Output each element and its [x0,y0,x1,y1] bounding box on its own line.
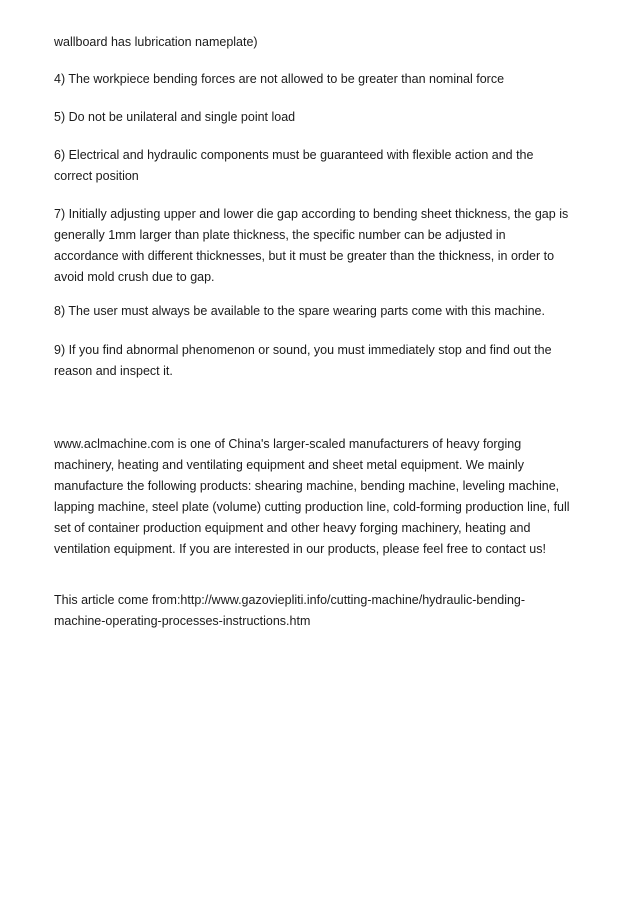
text-line: machine-operating-processes-instructions.htm [54,614,311,628]
text-line: avoid mold crush due to gap. [54,270,215,284]
text-line: ventilation equipment. If you are interested in our products, please feel free to contact us! [54,542,546,556]
text-line: This article come from:http://www.gazoviepliti.info/cutting-machine/hydraulic-bending- [54,593,526,607]
paragraph-item-6 [54,145,596,187]
text-line: manufacture the following products: shearing machine, bending machine, leveling machine, [54,479,560,493]
paragraph-item-4 [54,69,596,90]
text-line: www.aclmachine.com is one of China's larger-scaled manufacturers of heavy forging [54,437,522,451]
text-line: 6) Electrical and hydraulic components must be guaranteed with flexible action and the [54,148,534,162]
text-line: reason and inspect it. [54,364,173,378]
text-line: accordance with different thicknesses, but it must be greater than the thickness, in order to [54,249,555,263]
text-line: 5) Do not be unilateral and single point load [54,110,296,124]
text-line: generally 1mm larger than plate thickness, the specific number can be adjusted in [54,228,506,242]
paragraph-company-info [54,434,596,560]
paragraph-lubrication-note [54,32,596,53]
text-line: 9) If you find abnormal phenomenon or sound, you must immediately stop and find out the [54,343,552,357]
text-line: set of container production equipment and other heavy forging machinery, heating and [54,521,531,535]
paragraph-item-8 [54,301,596,322]
text-line: 8) The user must always be available to the spare wearing parts come with this machine. [54,304,545,318]
paragraph-item-5 [54,107,596,128]
text-line: machinery, heating and ventilating equipment and sheet metal equipment. We mainly [54,458,524,472]
paragraph-item-9 [54,340,596,382]
text-line: 4) The workpiece bending forces are not allowed to be greater than nominal force [54,72,505,86]
paragraph-item-7 [54,204,596,288]
text-line: correct position [54,169,139,183]
paragraph-source-note [54,590,596,632]
text-line: lapping machine, steel plate (volume) cutting production line, cold-forming production line, full [54,500,570,514]
text-line: 7) Initially adjusting upper and lower die gap according to bending sheet thickness, the gap is [54,207,569,221]
text-line: wallboard has lubrication nameplate) [54,35,258,49]
